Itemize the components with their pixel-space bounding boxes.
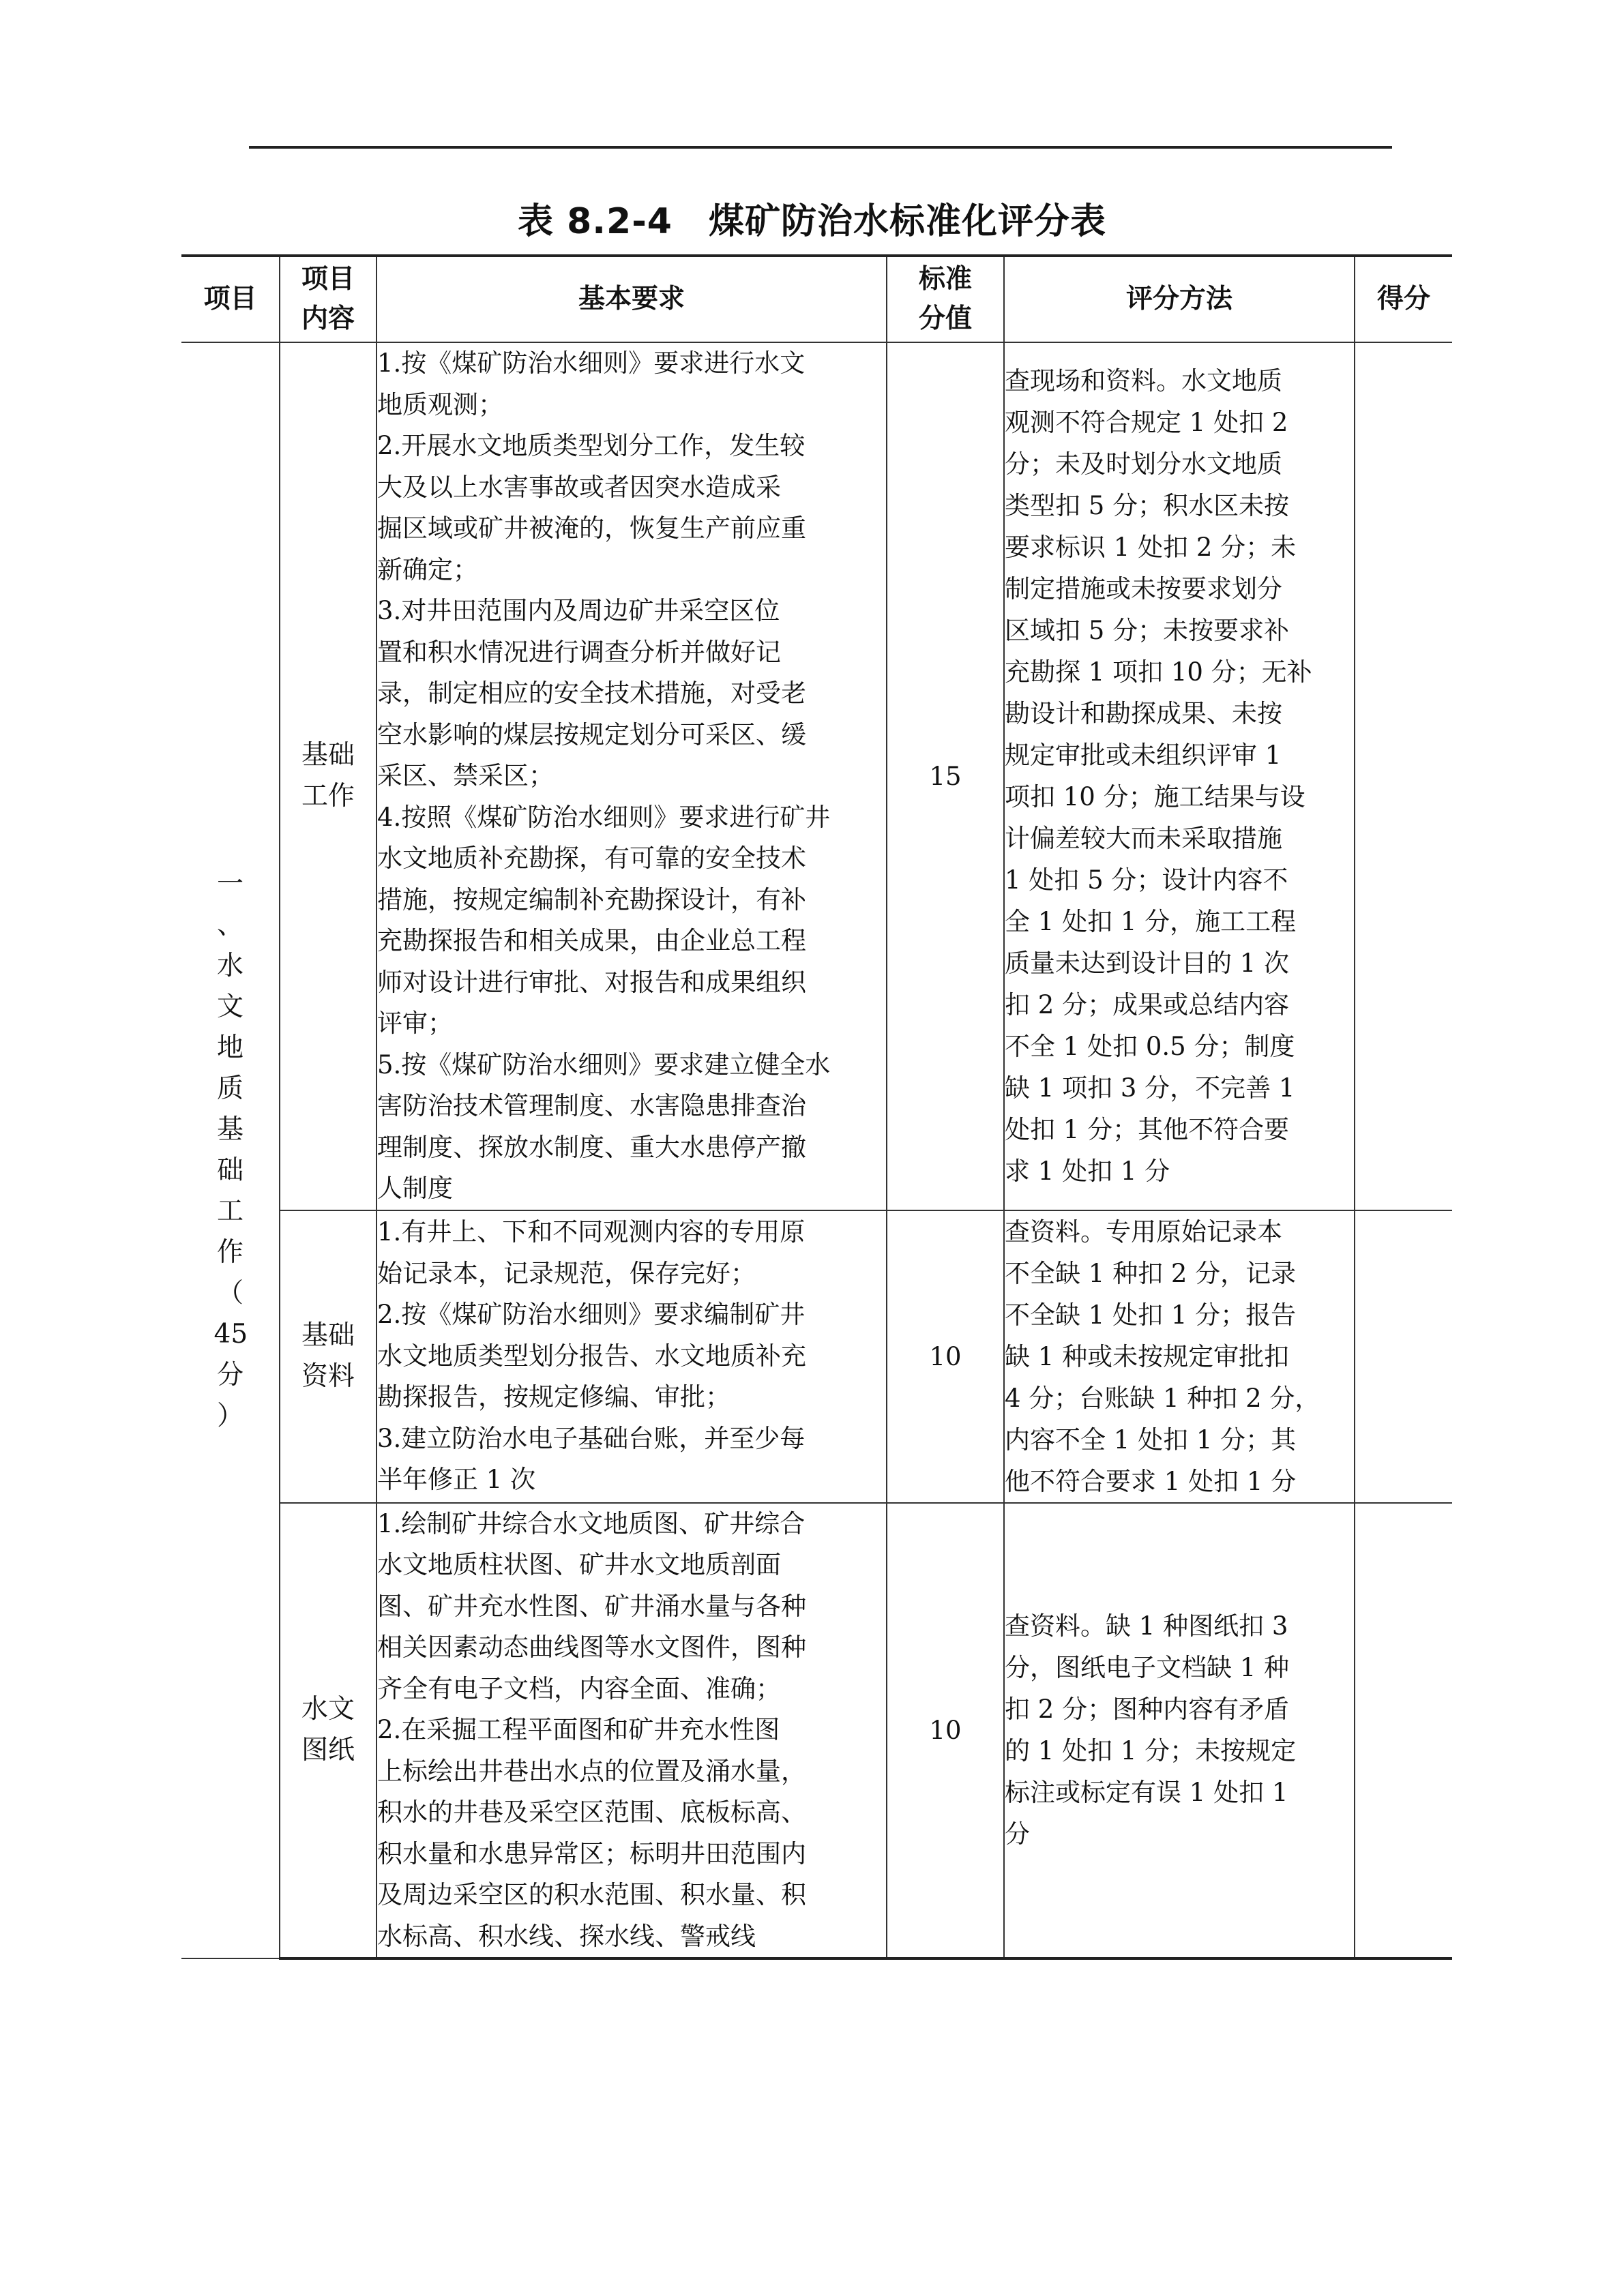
header-row bbox=[181, 256, 1452, 342]
header-method: 评分方法 bbox=[1004, 256, 1355, 342]
score-cell bbox=[1355, 1210, 1452, 1503]
table-title: 表 8.2-4 煤矿防治水标准化评分表 bbox=[518, 201, 1106, 242]
standard-score: 15 bbox=[887, 342, 1004, 1210]
header-content bbox=[280, 256, 377, 342]
header-standard-line1: 标准 bbox=[918, 264, 972, 295]
standard-score: 10 bbox=[887, 1503, 1004, 1959]
score-cell bbox=[1355, 1503, 1452, 1959]
header-rule bbox=[249, 146, 1392, 149]
table-row bbox=[181, 1210, 1452, 1503]
requirements-cell: 1.按《煤矿防治水细则》要求进行水文 地质观测； 2.开展水文地质类型划分工作，发生较 大及以上水害事故或者因突水造成采 掘区域或矿井被淹的，恢复生产前应重 新确定； 3.对井田范围内及周边矿井采空区位 置和积水情况进行调查分析并做好记 录，制定相应的安全技术措施，对受老 空水影响的煤层按规定划分可采区、缓 采区、禁采区； 4.按照《煤矿防治水细则》要求进行矿井 水文地质补充勘探，有可靠的安全技术 措施，按规定编制补充勘探设计，有补 充勘探报告和相关成果，由企业总工程 师对设计进行审批、对报告和成果组织 评审； 5.按《煤矿防治水细则》要求建立健全水 害防治技术管理制度、水害隐患排查治 理制度、探放水制度、重大水患停产撤 人制度 bbox=[377, 342, 887, 1210]
scoring-table bbox=[181, 254, 1452, 1960]
header-content-line2: 内容 bbox=[301, 303, 355, 334]
section-cell bbox=[181, 342, 280, 1958]
table-row bbox=[181, 1503, 1452, 1959]
content-cell: 基础 资料 bbox=[280, 1210, 377, 1503]
requirements-cell: 1.绘制矿井综合水文地质图、矿井综合 水文地质柱状图、矿井水文地质剖面 图、矿井充水性图、矿井涌水量与各种 相关因素动态曲线图等水文图件，图种 齐全有电子文档，内容全面、准确； 2.在采掘工程平面图和矿井充水性图 上标绘出井巷出水点的位置及涌水量， 积水的井巷及采空区范围、底板标高、 积水量和水患异常区；标明井田范围内 及周边采空区的积水范围、积水量、积 水标高、积水线、探水线、警戒线 bbox=[377, 1503, 887, 1959]
method-cell: 查资料。缺 1 种图纸扣 3 分，图纸电子文档缺 1 种 扣 2 分；图种内容有矛盾 的 1 处扣 1 分；未按规定 标注或标定有误 1 处扣 1 分 bbox=[1004, 1503, 1355, 1959]
method-cell: 查现场和资料。水文地质 观测不符合规定 1 处扣 2 分；未及时划分水文地质 类型扣 5 分；积水区未按 要求标识 1 处扣 2 分；未 制定措施或未按要求划分 区域扣 5 分；未按要求补 充勘探 1 项扣 10 分；无补 勘设计和勘探成果、未按 规定审批或未组织评审 1 项扣 10 分；施工结果与设 计偏差较大而未采取措施 1 处扣 5 分；设计内容不 全 1 处扣 1 分，施工工程 质量未达到设计目的 1 次 扣 2 分；成果或总结内容 不全 1 处扣 0.5 分；制度 缺 1 项扣 3 分，不完善 1 处扣 1 分；其他不符合要 求 1 处扣 1 分 bbox=[1004, 342, 1355, 1210]
standard-score: 10 bbox=[887, 1210, 1004, 1503]
header-standard-line2: 分值 bbox=[918, 303, 972, 334]
content-cell: 水文 图纸 bbox=[280, 1503, 377, 1959]
header-score: 得分 bbox=[1355, 256, 1452, 342]
section-label-vertical: 一 、 水 文 地 质 基 础 工 作 （ 45 分 ） bbox=[213, 869, 248, 1431]
requirements-cell: 1.有井上、下和不同观测内容的专用原 始记录本，记录规范，保存完好； 2.按《煤矿防治水细则》要求编制矿井 水文地质类型划分报告、水文地质补充 勘探报告，按规定修编、审批； 3.建立防治水电子基础台账，并至少每 半年修正 1 次 bbox=[377, 1210, 887, 1503]
content-cell: 基础 工作 bbox=[280, 342, 377, 1210]
header-requirements: 基本要求 bbox=[377, 256, 887, 342]
score-cell bbox=[1355, 342, 1452, 1210]
method-cell: 查资料。专用原始记录本 不全缺 1 种扣 2 分，记录 不全缺 1 处扣 1 分；报告 缺 1 种或未按规定审批扣 4 分；台账缺 1 种扣 2 分， 内容不全 1 处扣 1 分；其 他不符合要求 1 处扣 1 分 bbox=[1004, 1210, 1355, 1503]
header-content-line1: 项目 bbox=[301, 264, 355, 295]
table-row bbox=[181, 342, 1452, 1210]
header-standard bbox=[887, 256, 1004, 342]
header-item: 项目 bbox=[181, 256, 280, 342]
